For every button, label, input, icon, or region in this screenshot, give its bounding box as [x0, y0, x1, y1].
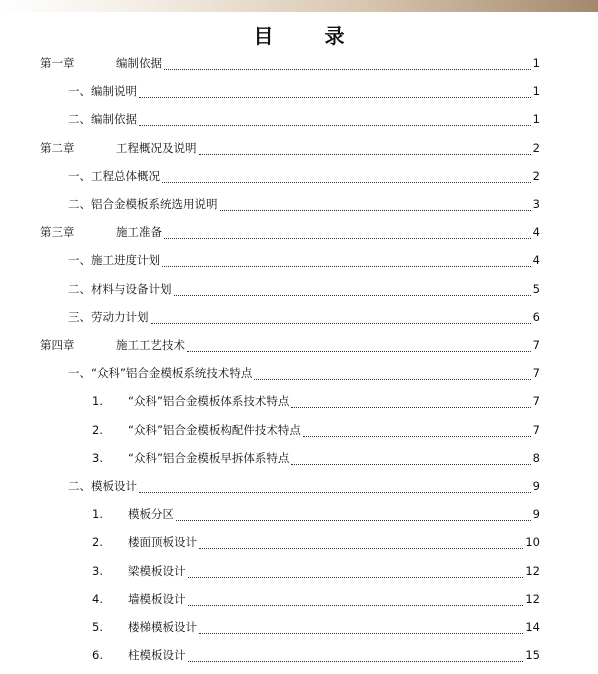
toc-entry[interactable] — [0, 165, 598, 187]
toc-entry-title — [68, 362, 253, 384]
toc-dot-leader — [174, 279, 531, 296]
toc-page-number: 15 — [525, 648, 540, 663]
toc-entry-line — [40, 334, 540, 356]
toc-entry-number: 第二章 — [40, 140, 75, 155]
toc-entry-line — [68, 475, 540, 497]
toc-entry-label: 楼面顶板设计 — [128, 535, 197, 550]
toc-dot-leader — [291, 448, 530, 465]
toc-entry-label: 劳动力计划 — [91, 309, 149, 324]
toc-entry-label: “众科”铝合金模板系统技术特点 — [91, 366, 253, 381]
toc-entry-title — [68, 108, 138, 130]
toc-entry-title — [68, 165, 161, 187]
toc-entry-title — [40, 221, 163, 243]
toc-entry-label: 施工准备 — [116, 225, 162, 240]
toc-page-number: 4 — [532, 225, 540, 240]
toc-page-number: 1 — [532, 112, 540, 127]
toc-entry[interactable] — [0, 475, 598, 497]
toc-dot-leader — [162, 166, 531, 183]
toc-dot-leader — [164, 222, 531, 239]
toc-entry-label: 梁模板设计 — [128, 563, 186, 578]
toc-entry-line — [92, 531, 540, 553]
toc-entry-label: “众科”铝合金模板早拆体系特点 — [128, 450, 290, 465]
toc-entry-number: 6. — [92, 648, 103, 663]
toc-entry-label: 编制依据 — [116, 56, 162, 70]
toc-dot-leader — [139, 109, 531, 126]
toc-dot-leader — [162, 250, 531, 267]
toc-entry-number: 二、 — [68, 112, 91, 127]
toc-entry-line — [92, 419, 540, 441]
toc-page-number: 9 — [532, 507, 540, 522]
toc-entry-number: 二、 — [68, 281, 91, 296]
toc-entry-title — [92, 419, 302, 441]
toc-entry-label: 施工进度计划 — [91, 253, 160, 268]
toc-entry-label: 模板分区 — [128, 507, 174, 522]
toc-entry-title — [68, 80, 138, 102]
toc-entry-title — [40, 334, 186, 356]
toc-entry-label: 柱模板设计 — [128, 648, 186, 663]
toc-entry[interactable] — [0, 362, 598, 384]
toc-dot-leader — [187, 335, 531, 352]
toc-page-number: 2 — [532, 168, 540, 183]
toc-entry-number: 1. — [92, 507, 103, 522]
toc-entry-title — [68, 193, 219, 215]
toc-dot-leader — [164, 53, 531, 70]
toc-entry-number: 第四章 — [40, 338, 75, 352]
toc-entry-number: 一、 — [68, 366, 91, 381]
toc-page-number: 10 — [525, 535, 540, 550]
toc-entry-title — [92, 447, 290, 469]
toc-entry-number: 二、 — [68, 197, 91, 211]
toc-entry-number: 第三章 — [40, 225, 75, 240]
toc-entry-number: 2. — [92, 422, 103, 437]
toc-entry[interactable] — [0, 108, 598, 130]
toc-page-number: 7 — [532, 338, 540, 352]
toc-entry-line — [68, 80, 540, 102]
toc-entry-label: 编制依据 — [91, 112, 137, 127]
toc-entry[interactable] — [0, 616, 598, 638]
toc-entry-line — [92, 390, 540, 412]
toc-entry[interactable] — [0, 447, 598, 469]
toc-entry-number: 一、 — [68, 253, 91, 268]
toc-entry-title — [92, 503, 175, 525]
toc-page-number: 1 — [532, 56, 540, 70]
toc-entry[interactable] — [0, 390, 598, 412]
toc-entry[interactable] — [0, 137, 598, 159]
toc-entry[interactable] — [0, 80, 598, 102]
toc-page-number: 7 — [532, 422, 540, 437]
page-title: 目 录 — [253, 24, 367, 48]
toc-entry-title — [92, 390, 290, 412]
toc-page-number: 1 — [532, 84, 540, 99]
toc-entry-number: 1. — [92, 394, 103, 409]
toc-entry-label: 模板设计 — [91, 479, 137, 493]
toc-entry[interactable] — [0, 419, 598, 441]
toc-page-number: 7 — [532, 366, 540, 381]
toc-dot-leader — [151, 307, 531, 324]
toc-entry-number: 2. — [92, 535, 103, 550]
toc-entry-label: 工程总体概况 — [91, 168, 160, 183]
toc-dot-leader — [291, 391, 530, 408]
toc-entry[interactable] — [0, 306, 598, 328]
toc-entry-label: 工程概况及说明 — [116, 140, 197, 155]
toc-entry[interactable] — [0, 193, 598, 215]
toc-entry-line — [92, 644, 540, 666]
toc-entry-label: 编制说明 — [91, 84, 137, 99]
toc-entry-number: 第一章 — [40, 56, 75, 70]
toc-entry-line — [68, 278, 540, 300]
toc-dot-leader — [199, 617, 523, 634]
toc-entry-line — [68, 193, 540, 215]
toc-entry-title — [68, 278, 173, 300]
toc-entry-title — [92, 531, 198, 553]
toc-dot-leader — [176, 504, 531, 521]
toc-entry-label: 铝合金模板系统选用说明 — [91, 197, 218, 211]
toc-entry-line — [40, 137, 540, 159]
toc-entry-line — [68, 249, 540, 271]
toc-entry-number: 二、 — [68, 479, 91, 493]
toc-dot-leader — [220, 194, 531, 211]
toc-entry-line — [92, 616, 540, 638]
toc-dot-leader — [254, 363, 530, 380]
toc-page-number: 12 — [525, 591, 540, 606]
toc-dot-leader — [188, 645, 524, 662]
toc-page-number: 4 — [532, 253, 540, 268]
header-decoration-band — [0, 0, 598, 12]
toc-dot-leader — [188, 589, 524, 606]
toc-entry-number: 5. — [92, 620, 103, 634]
toc-entry-line — [68, 362, 540, 384]
toc-entry-title — [68, 306, 150, 328]
toc-page-number: 7 — [532, 394, 540, 409]
toc-entry-title — [68, 249, 161, 271]
toc-entry[interactable] — [0, 221, 598, 243]
toc-entry-title — [92, 588, 187, 610]
toc-entry-number: 3. — [92, 450, 103, 465]
toc-entry-number: 一、 — [68, 84, 91, 99]
toc-entry-title — [40, 52, 163, 74]
toc-entry-line — [92, 447, 540, 469]
toc-page-number: 2 — [532, 140, 540, 155]
toc-entry[interactable] — [0, 531, 598, 553]
toc-entry-number: 4. — [92, 591, 103, 606]
toc-entry[interactable] — [0, 249, 598, 271]
toc-page-number: 14 — [525, 620, 540, 634]
toc-entry-title — [92, 560, 187, 582]
toc-entry-label: 施工工艺技术 — [116, 338, 185, 352]
toc-entry-line — [68, 108, 540, 130]
toc-entry-label: 材料与设备计划 — [91, 281, 172, 296]
toc-entry-line — [40, 221, 540, 243]
toc-dot-leader — [139, 476, 531, 493]
toc-entry-line — [92, 503, 540, 525]
toc-page-number: 6 — [532, 309, 540, 324]
toc-entry-label: 楼梯模板设计 — [128, 620, 197, 634]
toc-entry-number: 3. — [92, 563, 103, 578]
toc-entry[interactable] — [0, 334, 598, 356]
toc-entry-line — [92, 560, 540, 582]
toc-entry-line — [92, 588, 540, 610]
toc-entry-title — [40, 137, 198, 159]
toc-entry-title — [68, 475, 138, 497]
toc-entry-label: “众科”铝合金模板构配件技术特点 — [128, 422, 301, 437]
toc-entry-number: 三、 — [68, 309, 91, 324]
toc-entry-title — [92, 644, 187, 666]
toc-entry-line — [68, 165, 540, 187]
toc-dot-leader — [199, 138, 531, 155]
toc-entry[interactable] — [0, 560, 598, 582]
toc-entry[interactable] — [0, 52, 598, 74]
toc-dot-leader — [139, 81, 531, 98]
toc-page-number: 8 — [532, 450, 540, 465]
toc-entry[interactable] — [0, 588, 598, 610]
toc-dot-leader — [199, 532, 523, 549]
toc-page-number: 9 — [532, 479, 540, 493]
toc-entry-line — [68, 306, 540, 328]
toc-entry[interactable] — [0, 278, 598, 300]
toc-dot-leader — [188, 561, 524, 578]
toc-page-number: 12 — [525, 563, 540, 578]
toc-entry[interactable] — [0, 644, 598, 666]
toc-entry-title — [92, 616, 198, 638]
toc-page-number: 5 — [532, 281, 540, 296]
toc-entry-label: “众科”铝合金模板体系技术特点 — [128, 394, 290, 409]
toc-entry-label: 墙模板设计 — [128, 591, 186, 606]
toc-page-number: 3 — [532, 197, 540, 211]
toc-dot-leader — [303, 420, 531, 437]
toc-entry[interactable] — [0, 503, 598, 525]
toc-entry-line — [40, 52, 540, 74]
toc-entry-number: 一、 — [68, 168, 91, 183]
